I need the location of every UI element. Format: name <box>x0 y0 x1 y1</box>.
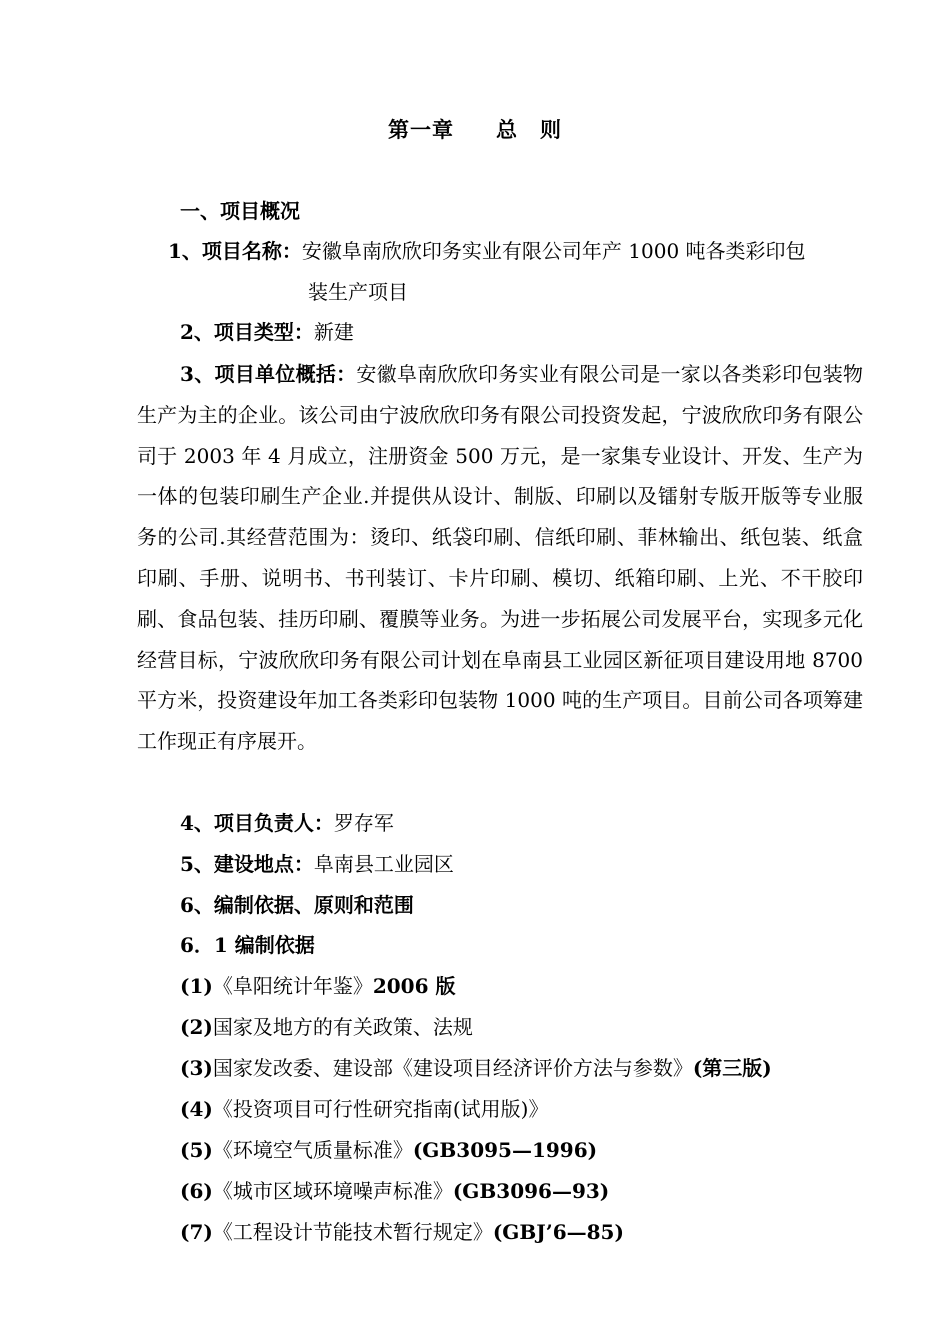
project-unit-paragraph <box>137 354 863 762</box>
reference-title: 《城市区域环境噪声标准》 <box>212 1179 453 1203</box>
section-heading: 一、项目概况 <box>180 199 300 223</box>
reference-number: (1) <box>180 974 213 998</box>
reference-number: (3) <box>180 1056 213 1080</box>
reference-number: (2) <box>180 1015 213 1039</box>
project-type-value: 新建 <box>313 320 354 344</box>
chapter-title <box>0 114 950 144</box>
basis-subheading: 6．1 编制依据 <box>180 933 315 957</box>
reference-title: 《投资项目可行性研究指南(试用版)》 <box>212 1097 549 1121</box>
construction-site-value: 阜南县工业园区 <box>313 852 454 876</box>
reference-number: (6) <box>180 1179 213 1203</box>
reference-title: 《阜阳统计年鉴》 <box>212 974 373 998</box>
reference-item <box>180 1136 597 1164</box>
construction-site-label: 5、建设地点： <box>180 852 314 876</box>
reference-title: 《工程设计节能技术暂行规定》 <box>212 1220 493 1244</box>
project-unit-label: 3、项目单位概括： <box>180 362 357 386</box>
reference-item <box>180 1054 772 1082</box>
reference-title: 国家及地方的有关政策、法规 <box>212 1015 473 1039</box>
project-name-continuation: 装生产项目 <box>308 280 408 304</box>
reference-suffix: (GB3096—93) <box>452 1179 610 1203</box>
reference-suffix: 2006 版 <box>372 974 456 998</box>
reference-suffix: (GB3095—1996) <box>412 1138 598 1162</box>
reference-item <box>180 972 455 1000</box>
construction-site-line <box>180 850 454 878</box>
reference-suffix: (GBJ’6—85) <box>492 1220 624 1244</box>
reference-title: 国家发改委、建设部《建设项目经济评价方法与参数》 <box>212 1056 693 1080</box>
reference-item <box>180 1095 548 1123</box>
reference-item <box>180 1177 609 1205</box>
reference-item <box>180 1218 624 1246</box>
reference-number: (4) <box>180 1097 213 1121</box>
reference-item <box>180 1013 473 1041</box>
reference-number: (5) <box>180 1138 213 1162</box>
project-leader-line <box>180 809 394 837</box>
project-name-label: 1、项目名称： <box>168 239 302 263</box>
project-type-line <box>180 318 354 346</box>
project-name-value: 安徽阜南欣欣印务实业有限公司年产 1000 吨各类彩印包 <box>301 239 806 263</box>
project-leader-label: 4、项目负责人： <box>180 811 334 835</box>
project-unit-text: 安徽阜南欣欣印务实业有限公司是一家以各类彩印包装物生产为主的企业。该公司由宁波欣欣印务有限公司投资发起，宁波欣欣印务有限公司于 2003 年 4 月成立，注册资金 500 万元，是一家集专业设计、开发、生产为一体的包装印刷生产企业.并提供从设计、制版、印刷以及镭射专版开版等专业服务的公司.其经营范围为：烫印、纸袋印刷、信纸印刷、菲林输出、纸包装、纸盒印刷、手册、说明书、书刊装订、卡片印刷、模切、纸箱印刷、上光、不干胶印刷、食品包装、挂历印刷、覆膜等业务。为进一步拓展公司发展平台，实现多元化经营目标，宁波欣欣印务有限公司计划在阜南县工业园区新征项目建设用地 8700 平方米，投资建设年加工各类彩印包装物 1000 吨的生产项目。目前公司各项筹建工作现正有序展开。 <box>137 362 864 754</box>
reference-suffix: (第三版) <box>692 1056 772 1080</box>
project-name-line <box>168 237 806 265</box>
chapter-name: 总 则 <box>496 117 562 142</box>
reference-number: (7) <box>180 1220 213 1244</box>
reference-title: 《环境空气质量标准》 <box>212 1138 413 1162</box>
basis-heading: 6、编制依据、原则和范围 <box>180 893 414 917</box>
project-type-label: 2、项目类型： <box>180 320 314 344</box>
chapter-number: 第一章 <box>388 117 454 142</box>
project-leader-value: 罗存军 <box>333 811 394 835</box>
